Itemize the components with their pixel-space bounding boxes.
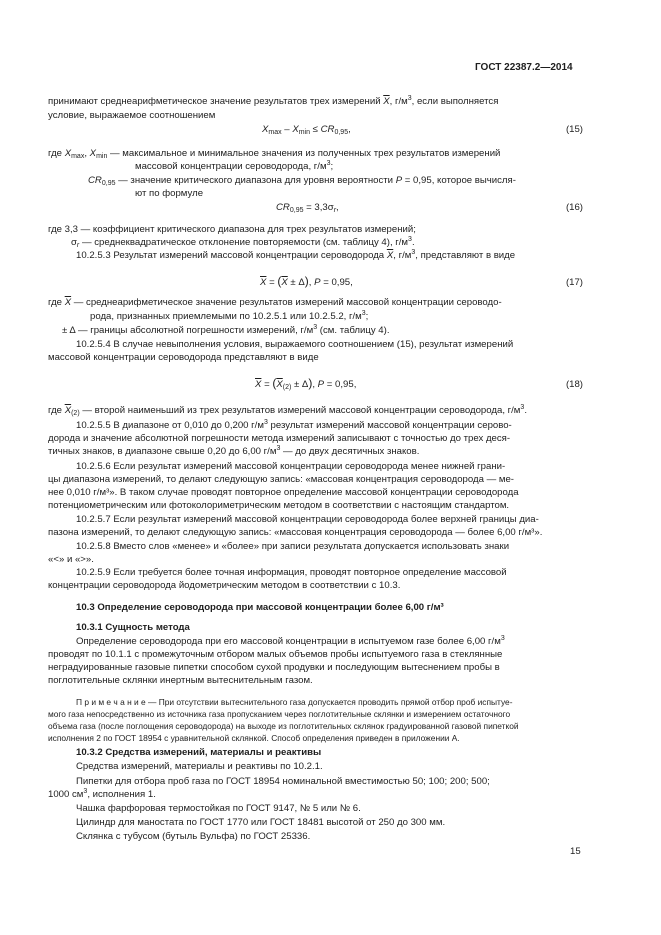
definition: где $\overline{X}_{(2)}$ — второй наименьший из трех результатов измерений массовой концентрации сероводорода, $г/м^3$.	[48, 404, 527, 417]
paragraph: тичных знаков, в диапазоне свыше 0,20 до 6,00 $г/м^3$ — до двух десятичных знаков.	[48, 445, 420, 457]
paragraph: цы диапазона измерений, то делают следующую запись: «массовая концентрация сероводорода — ме-	[48, 474, 514, 485]
definition: $\sigma_r$ — среднеквадратическое отклонение повторяемости (см. таблицу 4), $г/м^3$.	[71, 236, 415, 249]
paragraph: концентрации сероводорода йодометрическим методом в соответствии с 10.3.	[48, 580, 401, 591]
paragraph: «<» и «>».	[48, 554, 94, 565]
paragraph: проводят по 10.1.1 с промежуточным отбором малых объемов пробы испытуемого газа в стеклянные	[48, 649, 503, 660]
equation-number: (15)	[565, 124, 583, 135]
doc-code: ГОСТ 22387.2—2014	[475, 62, 573, 73]
paragraph: Склянка с тубусом (бутыль Вульфа) по ГОСТ 25336.	[76, 831, 311, 842]
definition: где $X_{max}$, $X_{min}$ — максимальное и минимальное значения из полученных трех результатов измерений	[48, 148, 501, 160]
paragraph: 10.2.5.7 Если результат измерений массовой концентрации сероводорода более верхней границы диа-	[76, 514, 539, 525]
definition: массовой концентрации сероводорода, $г/м^3$;	[135, 160, 334, 172]
note: мого газа непосредственно из источника газа пропусканием через поглотительные склянки и измерением остаточного	[48, 709, 511, 719]
section-heading: 10.3 Определение сероводорода при массовой концентрации более 6,00 г/м³	[76, 602, 444, 613]
paragraph: 10.2.5.9 Если требуется более точная информация, проводят повторное определение массовой	[76, 567, 507, 578]
paragraph: Чашка фарфоровая термостойкая по ГОСТ 9147, № 5 или № 6.	[76, 803, 361, 814]
equation-number: (18)	[565, 379, 583, 390]
paragraph: пазона измерений, то делают следующую запись: «массовая концентрация сероводорода — более 6,00 г/м³».	[48, 527, 543, 538]
paragraph: 10.2.5.6 Если результат измерений массовой концентрации сероводорода менее нижней грани-	[76, 461, 506, 472]
x-bar-symbol: $\overline{X}$	[383, 96, 390, 107]
paragraph: массовой концентрации сероводорода представляют в виде	[48, 352, 319, 363]
paragraph: принимают среднеарифметическое значение результатов трех измерений $\overline{X}$, $г/м^3$, если выполняется	[48, 95, 499, 107]
equation-number: (17)	[565, 277, 583, 288]
paragraph: 10.2.5.8 Вместо слов «менее» и «более» при записи результата допускается использовать знаки	[76, 541, 510, 552]
definition: где 3,3 — коэффициент критического диапазона для трех результатов измерений;	[48, 224, 416, 235]
equation-15: $X_{max} - X_{min} \le CR_{0,95}$,	[262, 124, 351, 136]
paragraph: 1000 $см^3$, исполнения 1.	[48, 788, 156, 800]
paragraph: условие, выражаемое соотношением	[48, 110, 216, 121]
paragraph: поглотительные склянки инертным вытеснительным газом.	[48, 675, 313, 686]
paragraph: потенциометрическим или фотоколориметрическим методом в соответствии с настоящим стандартом.	[48, 500, 510, 511]
paragraph: неградуированные газовые пипетки способом сухой продувки и последующим вытеснением пробы в	[48, 662, 500, 673]
equation-number: (16)	[565, 202, 583, 213]
definition: где $\overline{X}$ — среднеарифметическое значение результатов измерений массовой концентрации сероводо-	[48, 297, 502, 308]
paragraph: 10.2.5.3 Результат измерений массовой концентрации сероводорода $\overline{X}$, $г/м^3$, представляют в виде	[76, 249, 516, 261]
paragraph: Средства измерений, материалы и реактивы по 10.2.1.	[76, 761, 323, 772]
definition: $CR_{0,95}$ — значение критического диапазона для уровня вероятности P = 0,95, которое вычисля-	[88, 175, 516, 187]
definition: ± Δ — границы абсолютной погрешности измерений, $г/м^3$ (см. таблицу 4).	[62, 324, 390, 336]
paragraph: 10.2.5.4 В случае невыполнения условия, выражаемого соотношением (15), результат измерений	[76, 339, 514, 350]
note: объема газа (после поглощения сероводорода) на выходе из поглотительных склянок градуированной газовой пипеткой	[48, 721, 519, 731]
equation-18: $\overline{X} = (\overline{X}_{(2)} \pm \Delta)$, P = 0,95,	[255, 376, 357, 391]
equation-16: $CR_{0,95} = 3,3\sigma_r$,	[276, 202, 339, 214]
paragraph: дорода и значение абсолютной погрешности метода измерений записывают с точностью до трех деся-	[48, 433, 511, 444]
definition: рода, признанных приемлемыми по 10.2.5.1 или 10.2.5.2, $г/м^3$;	[90, 310, 369, 322]
paragraph: Пипетки для отбора проб газа по ГОСТ 18954 номинальной вместимостью 50; 100; 200; 500;	[76, 776, 490, 787]
equation-17: $\overline{X} = (\overline{X} \pm \Delta)$, P = 0,95,	[260, 274, 353, 288]
paragraph: Определение сероводорода при его массовой концентрации в испытуемом газе более 6,00 $г/м^3$	[76, 635, 505, 647]
note: П р и м е ч а н и е — При отсутствии вытеснительного газа допускается проводить прямой отбор проб испытуе-	[76, 697, 513, 707]
definition: ют по формуле	[135, 188, 204, 199]
page-number: 15	[570, 846, 581, 857]
note: исполнения 2 по ГОСТ 18954 с уравнительной склянкой. Способ определения приведен в приложении А.	[48, 733, 460, 743]
paragraph: Цилиндр для маностата по ГОСТ 1770 или ГОСТ 18481 высотой от 250 до 300 мм.	[76, 817, 446, 828]
subsection-heading: 10.3.1 Сущность метода	[76, 622, 190, 633]
paragraph: 10.2.5.5 В диапазоне от 0,010 до 0,200 $г/м^3$ результат измерений массовой концентрации серово-	[76, 419, 512, 431]
paragraph: нее 0,010 г/м³». В таком случае проводят повторное определение массовой концентрации сероводорода	[48, 487, 519, 498]
subsection-heading: 10.3.2 Средства измерений, материалы и реактивы	[76, 747, 322, 758]
